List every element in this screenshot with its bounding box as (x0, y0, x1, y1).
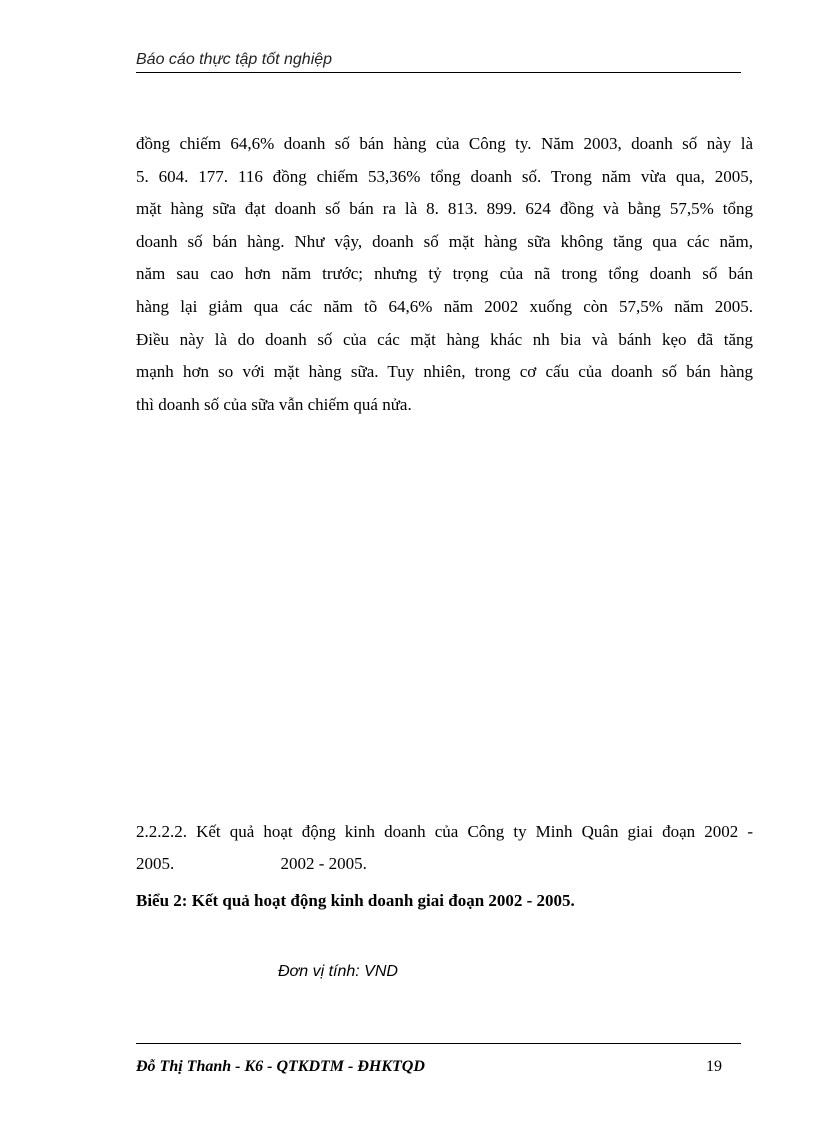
body-line: năm sau cao hơn năm trước; nhưng tỷ trọng của nã trong tổng doanh số bán (136, 264, 753, 284)
body-line: đồng chiếm 64,6% doanh số bán hàng của Công ty. Năm 2003, doanh số này là (136, 134, 753, 153)
footer-author: Đỗ Thị Thanh - K6 - QTKDTM - ĐHKTQD (136, 1058, 425, 1075)
body-line: 5. 604. 177. 116 đồng chiếm 53,36% tổng doanh số. Trong năm vừa qua, 2005, (136, 166, 753, 186)
section-heading (136, 816, 753, 880)
section-heading-line-1: 2.2.2.2. Kết quả hoạt động kinh doanh của Công ty Minh Quân giai đoạn 2002 - (136, 822, 753, 841)
body-line: thì doanh số của sữa vẫn chiếm quá nửa. (136, 394, 412, 414)
footer-divider (136, 1043, 741, 1044)
unit-label: Đơn vị tính: VND (278, 963, 398, 980)
page-number: 19 (706, 1058, 722, 1075)
body-line: mạnh hơn so với mặt hàng sữa. Tuy nhiên, trong cơ cấu của doanh số bán hàng (136, 362, 753, 382)
body-paragraph (136, 128, 753, 421)
section-heading-line-2: 2005. 2002 - 2005. (136, 854, 367, 873)
header-title: Báo cáo thực tập tốt nghiệp (136, 51, 333, 68)
chart-title: Biểu 2: Kết quả hoạt động kinh doanh giai đoạn 2002 - 2005. (136, 891, 575, 910)
body-line: hàng lại giảm qua các năm tõ 64,6% năm 2002 xuống còn 57,5% năm 2005. (136, 296, 753, 316)
page-header (136, 50, 741, 73)
body-line: doanh số bán hàng. Như vậy, doanh số mặt hàng sữa không tăng qua các năm, (136, 231, 753, 251)
body-line: mặt hàng sữa đạt doanh số bán ra là 8. 813. 899. 624 đồng và bằng 57,5% tổng (136, 199, 753, 219)
body-line: Điều này là do doanh số của các mặt hàng khác nh bia và bánh kẹo đã tăng (136, 329, 753, 349)
